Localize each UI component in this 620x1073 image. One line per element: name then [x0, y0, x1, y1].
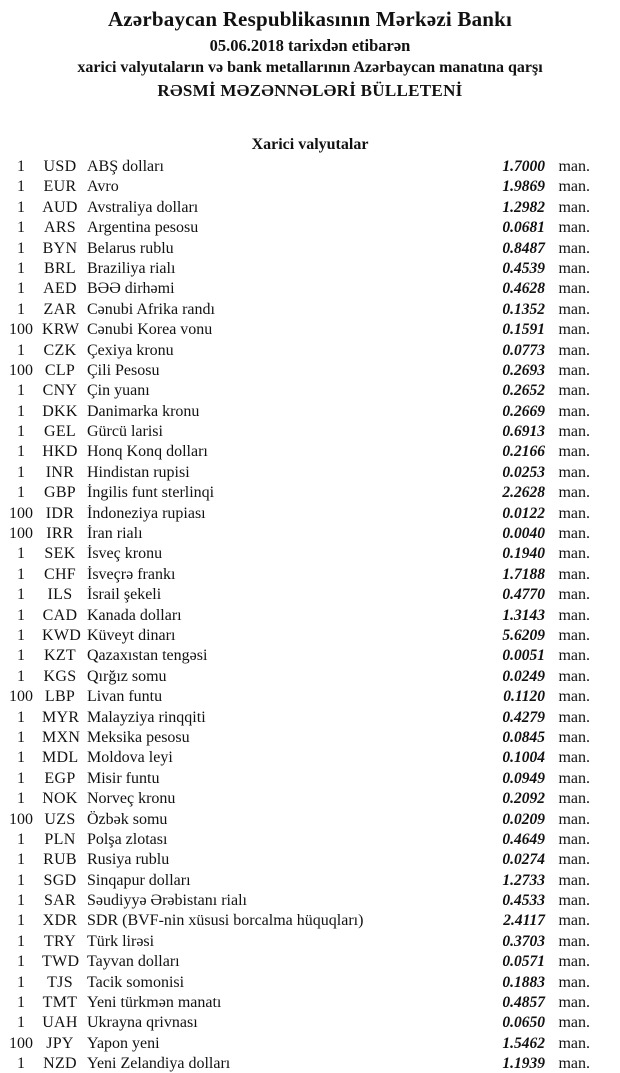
currency-name-cell: Meksika pesosu [87, 728, 190, 746]
rate-cell: 0.4857 [502, 994, 545, 1012]
table-row [0, 505, 620, 525]
currency-code-cell: USD [43, 158, 77, 175]
quantity-cell: 1 [17, 341, 25, 359]
table-row [0, 994, 620, 1014]
table-row [0, 199, 620, 219]
rate-cell: 0.0845 [502, 728, 545, 746]
unit-cell: man. [558, 198, 590, 216]
unit-cell: man. [558, 545, 590, 563]
currency-code-cell: ZAR [43, 300, 77, 318]
rate-cell: 1.2982 [502, 198, 545, 216]
quantity-cell: 100 [9, 688, 33, 706]
table-row [0, 321, 620, 341]
rate-cell: 1.3143 [502, 606, 545, 624]
table-row [0, 790, 620, 810]
currency-code-cell: HKD [42, 443, 78, 461]
currency-code-cell: MYR [42, 708, 80, 726]
quantity-cell: 1 [17, 973, 25, 991]
currency-name-cell: Yapon yeni [87, 1034, 160, 1052]
currency-name-cell: Səudiyyə Ərəbistanı rialı [87, 892, 247, 910]
rate-cell: 0.0773 [502, 341, 545, 359]
unit-cell: man. [558, 361, 590, 379]
currency-code-cell: CZK [43, 341, 77, 359]
rate-cell: 0.6913 [502, 423, 545, 441]
table-row [0, 178, 620, 198]
table-row [0, 668, 620, 688]
unit-cell: man. [558, 382, 590, 400]
currency-code-cell: INR [45, 463, 75, 481]
quantity-cell: 1 [17, 606, 25, 624]
rate-cell: 1.5462 [502, 1034, 545, 1052]
unit-cell: man. [558, 626, 590, 644]
rate-cell: 0.0681 [502, 219, 545, 237]
quantity-cell: 1 [17, 1014, 25, 1032]
table-row [0, 525, 620, 545]
currency-name-cell: Kanada dolları [87, 606, 182, 624]
quantity-cell: 1 [17, 239, 25, 257]
currency-name-cell: Yeni türkmən manatı [87, 994, 222, 1012]
currency-code-cell: NZD [43, 1055, 77, 1073]
table-row [0, 260, 620, 280]
currency-code-cell: KRW [42, 321, 80, 339]
table-row [0, 974, 620, 994]
table-row [0, 729, 620, 749]
rate-cell: 0.3703 [502, 932, 545, 950]
quantity-cell: 1 [17, 219, 25, 237]
currency-name-cell: Moldova leyi [87, 749, 173, 767]
table-row [0, 464, 620, 484]
table-row [0, 709, 620, 729]
quantity-cell: 1 [17, 830, 25, 848]
currency-code-cell: MDL [42, 749, 79, 767]
quantity-cell: 1 [17, 443, 25, 461]
currency-code-cell: EGP [44, 769, 76, 787]
rate-cell: 0.2652 [502, 382, 545, 400]
rate-cell: 1.1939 [502, 1055, 545, 1073]
table-row [0, 770, 620, 790]
rate-cell: 0.4770 [502, 586, 545, 604]
table-row [0, 158, 620, 178]
currency-code-cell: PLN [44, 830, 76, 848]
unit-cell: man. [558, 259, 590, 277]
currency-code-cell: ARS [43, 219, 77, 237]
currency-code-cell: TRY [43, 932, 77, 950]
currency-name-cell: BƏƏ dirhəmi [87, 280, 175, 298]
currency-code-cell: SAR [43, 892, 77, 910]
table-row [0, 586, 620, 606]
currency-code-cell: BRL [43, 259, 77, 277]
unit-cell: man. [558, 728, 590, 746]
quantity-cell: 100 [9, 361, 33, 379]
unit-cell: man. [558, 586, 590, 604]
currency-code-cell: BYN [42, 239, 78, 257]
currency-code-cell: UAH [42, 1014, 78, 1032]
quantity-cell: 100 [9, 1034, 33, 1052]
rate-cell: 0.2693 [502, 361, 545, 379]
currency-name-cell: Malayziya rinqqiti [87, 708, 206, 726]
currency-name-cell: Çexiya kronu [87, 341, 174, 359]
currency-name-cell: Misir funtu [87, 769, 160, 787]
table-row [0, 607, 620, 627]
quantity-cell: 1 [17, 851, 25, 869]
unit-cell: man. [558, 239, 590, 257]
unit-cell: man. [558, 790, 590, 808]
table-row [0, 1055, 620, 1073]
table-row [0, 423, 620, 443]
table-row [0, 403, 620, 423]
currency-name-cell: SDR (BVF-nin xüsusi borcalma hüquqları) [87, 912, 364, 930]
rate-cell: 1.7188 [502, 565, 545, 583]
currency-code-cell: SEK [44, 545, 76, 563]
currency-code-cell: XDR [42, 912, 78, 930]
table-row [0, 892, 620, 912]
currency-name-cell: Türk lirəsi [87, 932, 155, 950]
currency-name-cell: İngilis funt sterlinqi [87, 484, 215, 502]
unit-cell: man. [558, 484, 590, 502]
rate-cell: 0.0571 [502, 953, 545, 971]
currency-code-cell: CNY [42, 382, 78, 400]
unit-cell: man. [558, 851, 590, 869]
rate-cell: 0.1352 [502, 300, 545, 318]
currency-name-cell: Polşa zlotası [87, 830, 168, 848]
rate-cell: 0.0122 [502, 504, 545, 522]
quantity-cell: 1 [17, 402, 25, 420]
currency-rate-table [0, 158, 620, 1073]
currency-name-cell: Yeni Zelandiya dolları [87, 1055, 231, 1073]
quantity-cell: 100 [9, 810, 33, 828]
quantity-cell: 1 [17, 1055, 25, 1073]
currency-code-cell: TWD [42, 953, 80, 971]
bulletin-header [0, 0, 620, 102]
currency-name-cell: Belarus rublu [87, 239, 174, 257]
currency-name-cell: Livan funtu [87, 688, 163, 706]
rate-cell: 5.6209 [502, 626, 545, 644]
quantity-cell: 1 [17, 708, 25, 726]
currency-code-cell: IRR [46, 525, 74, 543]
unit-cell: man. [558, 1034, 590, 1052]
table-row [0, 484, 620, 504]
quantity-cell: 1 [17, 667, 25, 685]
quantity-cell: 1 [17, 626, 25, 644]
currency-name-cell: Honq Konq dolları [87, 443, 208, 461]
quantity-cell: 1 [17, 423, 25, 441]
quantity-cell: 1 [17, 198, 25, 216]
currency-code-cell: CHF [43, 565, 77, 583]
rate-cell: 0.0040 [502, 525, 545, 543]
rate-cell: 0.8487 [502, 239, 545, 257]
quantity-cell: 1 [17, 300, 25, 318]
table-row [0, 953, 620, 973]
rate-cell: 0.1120 [503, 688, 545, 706]
quantity-cell: 1 [17, 259, 25, 277]
currency-name-cell: Cənubi Korea vonu [87, 321, 213, 339]
quantity-cell: 1 [17, 158, 25, 175]
quantity-cell: 1 [17, 871, 25, 889]
currency-code-cell: EUR [43, 178, 77, 196]
quantity-cell: 1 [17, 790, 25, 808]
unit-cell: man. [558, 973, 590, 991]
currency-name-cell: Avro [87, 178, 119, 196]
rate-cell: 0.2166 [502, 443, 545, 461]
unit-cell: man. [558, 708, 590, 726]
currency-name-cell: Qırğız somu [87, 667, 167, 685]
currency-code-cell: KWD [42, 626, 82, 644]
table-row [0, 811, 620, 831]
currency-code-cell: KGS [43, 667, 77, 685]
currency-name-cell: İsveçrə frankı [87, 565, 176, 583]
currency-code-cell: CLP [44, 361, 76, 379]
table-row [0, 933, 620, 953]
unit-cell: man. [558, 647, 590, 665]
table-row [0, 688, 620, 708]
rate-cell: 0.0209 [502, 810, 545, 828]
currency-code-cell: ILS [47, 586, 73, 604]
table-row [0, 566, 620, 586]
currency-name-cell: ABŞ dolları [87, 158, 164, 175]
currency-name-cell: Braziliya rialı [87, 259, 176, 277]
rate-cell: 0.2669 [502, 402, 545, 420]
table-row [0, 831, 620, 851]
unit-cell: man. [558, 667, 590, 685]
rate-cell: 0.1940 [502, 545, 545, 563]
section-title-foreign-currencies: Xarici valyutalar [251, 136, 369, 153]
unit-cell: man. [558, 280, 590, 298]
unit-cell: man. [558, 504, 590, 522]
quantity-cell: 1 [17, 280, 25, 298]
unit-cell: man. [558, 932, 590, 950]
unit-cell: man. [558, 1014, 590, 1032]
quantity-cell: 1 [17, 565, 25, 583]
currency-code-cell: GEL [43, 423, 76, 441]
unit-cell: man. [558, 178, 590, 196]
table-row [0, 382, 620, 402]
quantity-cell: 1 [17, 463, 25, 481]
quantity-cell: 1 [17, 728, 25, 746]
table-row [0, 443, 620, 463]
currency-code-cell: MXN [42, 728, 81, 746]
currency-code-cell: IDR [45, 504, 75, 522]
rate-cell: 1.2733 [502, 871, 545, 889]
rate-cell: 0.0949 [502, 769, 545, 787]
currency-code-cell: KZT [43, 647, 76, 665]
quantity-cell: 1 [17, 484, 25, 502]
currency-name-cell: Küveyt dinarı [87, 626, 176, 644]
rate-cell: 0.0274 [502, 851, 545, 869]
currency-code-cell: GBP [43, 484, 77, 502]
unit-cell: man. [558, 423, 590, 441]
quantity-cell: 1 [17, 932, 25, 950]
table-row [0, 1014, 620, 1034]
currency-code-cell: NOK [42, 790, 78, 808]
quantity-cell: 1 [17, 994, 25, 1012]
unit-cell: man. [558, 994, 590, 1012]
rate-cell: 0.1883 [502, 973, 545, 991]
quantity-cell: 1 [17, 953, 25, 971]
currency-name-cell: İran rialı [87, 525, 143, 543]
quantity-cell: 1 [17, 545, 25, 563]
table-row [0, 627, 620, 647]
unit-cell: man. [558, 688, 590, 706]
unit-cell: man. [558, 830, 590, 848]
quantity-cell: 1 [17, 178, 25, 196]
unit-cell: man. [558, 341, 590, 359]
currency-code-cell: AUD [42, 198, 78, 216]
rate-cell: 0.1591 [502, 321, 545, 339]
unit-cell: man. [558, 300, 590, 318]
quantity-cell: 1 [17, 647, 25, 665]
unit-cell: man. [558, 443, 590, 461]
currency-code-cell: TJS [47, 973, 73, 991]
quantity-cell: 1 [17, 382, 25, 400]
quantity-cell: 1 [17, 912, 25, 930]
rate-cell: 0.0650 [502, 1014, 545, 1032]
quantity-cell: 100 [9, 504, 33, 522]
currency-name-cell: Hindistan rupisi [87, 463, 190, 481]
table-row [0, 342, 620, 362]
unit-cell: man. [558, 1055, 590, 1073]
currency-name-cell: Gürcü larisi [87, 423, 163, 441]
unit-cell: man. [558, 606, 590, 624]
unit-cell: man. [558, 565, 590, 583]
currency-name-cell: Danimarka kronu [87, 402, 200, 420]
currency-code-cell: TMT [42, 994, 78, 1012]
table-row [0, 647, 620, 667]
quantity-cell: 100 [9, 525, 33, 543]
rate-cell: 0.4533 [502, 892, 545, 910]
quantity-cell: 1 [17, 892, 25, 910]
quantity-cell: 100 [9, 321, 33, 339]
rate-cell: 1.7000 [502, 158, 545, 175]
currency-name-cell: Özbək somu [87, 810, 168, 828]
currency-code-cell: LBP [44, 688, 76, 706]
rate-cell: 0.4628 [502, 280, 545, 298]
subtitle-line: xarici valyutaların və bank metallarının Azərbaycan manatına qarşı [77, 59, 543, 76]
currency-name-cell: Qazaxıstan tengəsi [87, 647, 208, 665]
unit-cell: man. [558, 912, 590, 930]
currency-name-cell: Avstraliya dolları [87, 198, 199, 216]
currency-name-cell: Tacik somonisi [87, 973, 185, 991]
table-row [0, 912, 620, 932]
currency-name-cell: Çin yuanı [87, 382, 150, 400]
table-row [0, 219, 620, 239]
table-row [0, 362, 620, 382]
quantity-cell: 1 [17, 586, 25, 604]
table-row [0, 1035, 620, 1055]
quantity-cell: 1 [17, 769, 25, 787]
rate-cell: 2.2628 [502, 484, 545, 502]
rate-cell: 0.4649 [502, 830, 545, 848]
currency-name-cell: İsrail şekeli [87, 586, 162, 604]
table-row [0, 545, 620, 565]
currency-name-cell: İsveç kronu [87, 545, 163, 563]
table-row [0, 280, 620, 300]
rate-cell: 0.4279 [502, 708, 545, 726]
table-row [0, 749, 620, 769]
unit-cell: man. [558, 769, 590, 787]
quantity-cell: 1 [17, 749, 25, 767]
unit-cell: man. [558, 402, 590, 420]
currency-name-cell: Cənubi Afrika randı [87, 300, 215, 318]
unit-cell: man. [558, 953, 590, 971]
currency-code-cell: JPY [46, 1034, 74, 1052]
rate-cell: 2.4117 [503, 912, 545, 930]
table-row [0, 301, 620, 321]
table-row [0, 851, 620, 871]
unit-cell: man. [558, 892, 590, 910]
currency-code-cell: UZS [44, 810, 76, 828]
rate-cell: 0.4539 [502, 259, 545, 277]
rate-cell: 0.2092 [502, 790, 545, 808]
unit-cell: man. [558, 749, 590, 767]
bank-title: Azərbaycan Respublikasının Mərkəzi Bankı [107, 7, 513, 31]
currency-name-cell: Tayvan dolları [87, 953, 180, 971]
unit-cell: man. [558, 158, 590, 175]
effective-date-line: 05.06.2018 tarixdən etibarən [209, 36, 411, 55]
bulletin-title: RƏSMİ MƏZƏNNƏLƏRİ BÜLLETENİ [157, 81, 463, 100]
currency-name-cell: Çili Pesosu [87, 361, 160, 379]
currency-name-cell: Norveç kronu [87, 790, 176, 808]
currency-code-cell: AED [43, 280, 77, 298]
currency-name-cell: Argentina pesosu [87, 219, 199, 237]
table-row [0, 872, 620, 892]
currency-code-cell: DKK [42, 402, 78, 420]
currency-code-cell: SGD [43, 871, 77, 889]
rate-cell: 0.0051 [502, 647, 545, 665]
table-row [0, 240, 620, 260]
unit-cell: man. [558, 871, 590, 889]
unit-cell: man. [558, 525, 590, 543]
rate-cell: 0.0253 [502, 463, 545, 481]
rate-cell: 1.9869 [502, 178, 545, 196]
unit-cell: man. [558, 810, 590, 828]
currency-code-cell: CAD [42, 606, 78, 624]
currency-code-cell: RUB [43, 851, 77, 869]
currency-name-cell: İndoneziya rupiası [87, 504, 206, 522]
currency-name-cell: Rusiya rublu [87, 851, 170, 869]
rate-cell: 0.1004 [502, 749, 545, 767]
unit-cell: man. [558, 219, 590, 237]
rate-cell: 0.0249 [502, 667, 545, 685]
currency-name-cell: Sinqapur dolları [87, 871, 191, 889]
unit-cell: man. [558, 321, 590, 339]
unit-cell: man. [558, 463, 590, 481]
currency-name-cell: Ukrayna qrivnası [87, 1014, 198, 1032]
